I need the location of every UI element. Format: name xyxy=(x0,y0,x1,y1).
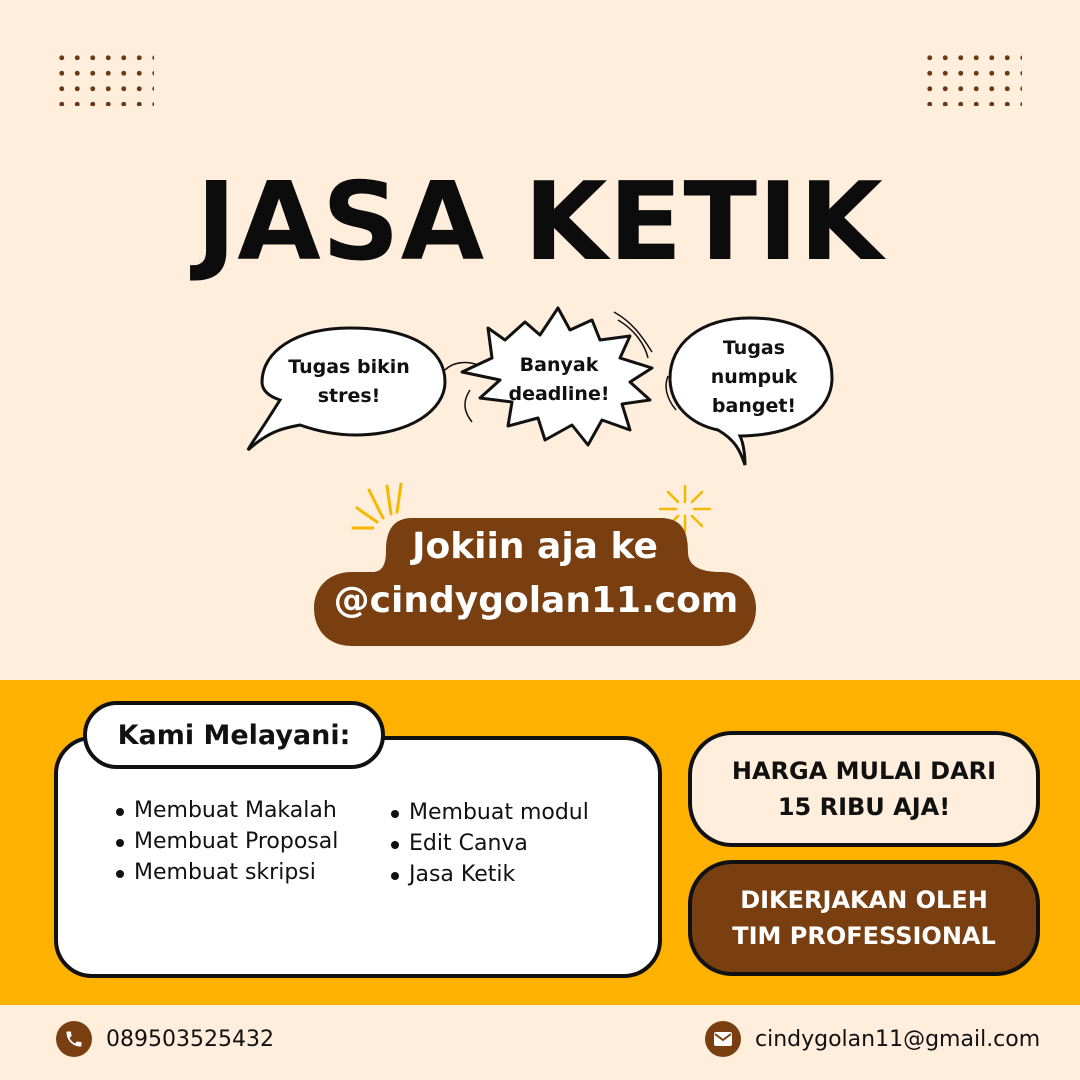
bubble-text-2 xyxy=(496,351,622,409)
list-item: Membuat Makalah xyxy=(114,795,338,826)
contact-phone[interactable] xyxy=(56,1021,274,1057)
price-line-1: HARGA MULAI DARI xyxy=(731,757,997,785)
team-line-1: DIKERJAKAN OLEH xyxy=(740,886,988,914)
list-item: Membuat modul xyxy=(389,797,589,828)
bubble-3-line-1: Tugas xyxy=(722,337,786,359)
page-title: JASA KETIK xyxy=(196,160,884,285)
bubble-text-3 xyxy=(690,334,818,421)
bubble-1-line-2: stres! xyxy=(317,385,381,407)
services-list-right xyxy=(389,797,589,890)
phone-number: 089503525432 xyxy=(106,1026,274,1052)
list-item: Membuat Proposal xyxy=(114,826,338,857)
services-list-left xyxy=(114,795,338,888)
decorative-dots-left xyxy=(54,50,154,106)
price-badge xyxy=(688,731,1040,847)
price-line-2: 15 RIBU AJA! xyxy=(777,793,951,821)
mail-icon xyxy=(705,1021,741,1057)
list-item: Edit Canva xyxy=(389,828,589,859)
bubble-3-line-2: numpuk xyxy=(710,366,798,388)
list-item: Jasa Ketik xyxy=(389,859,589,890)
bubble-text-1 xyxy=(278,353,420,411)
cta-email-link[interactable]: @cindygolan11.com xyxy=(333,580,739,621)
cta-line-1: Jokiin aja ke xyxy=(412,526,658,567)
bubble-2-line-1: Banyak xyxy=(519,354,599,376)
bubble-1-line-1: Tugas bikin xyxy=(288,356,410,378)
team-badge xyxy=(688,860,1040,976)
list-item: Membuat skripsi xyxy=(114,857,338,888)
services-heading: Kami Melayani: xyxy=(83,701,385,769)
bubble-3-line-3: banget! xyxy=(711,395,797,417)
contact-email[interactable] xyxy=(705,1021,1040,1057)
team-line-2: TIM PROFESSIONAL xyxy=(732,922,996,950)
bubble-2-line-2: deadline! xyxy=(508,383,610,405)
decorative-dots-right xyxy=(922,50,1022,106)
phone-icon xyxy=(56,1021,92,1057)
email-address: cindygolan11@gmail.com xyxy=(755,1026,1041,1052)
